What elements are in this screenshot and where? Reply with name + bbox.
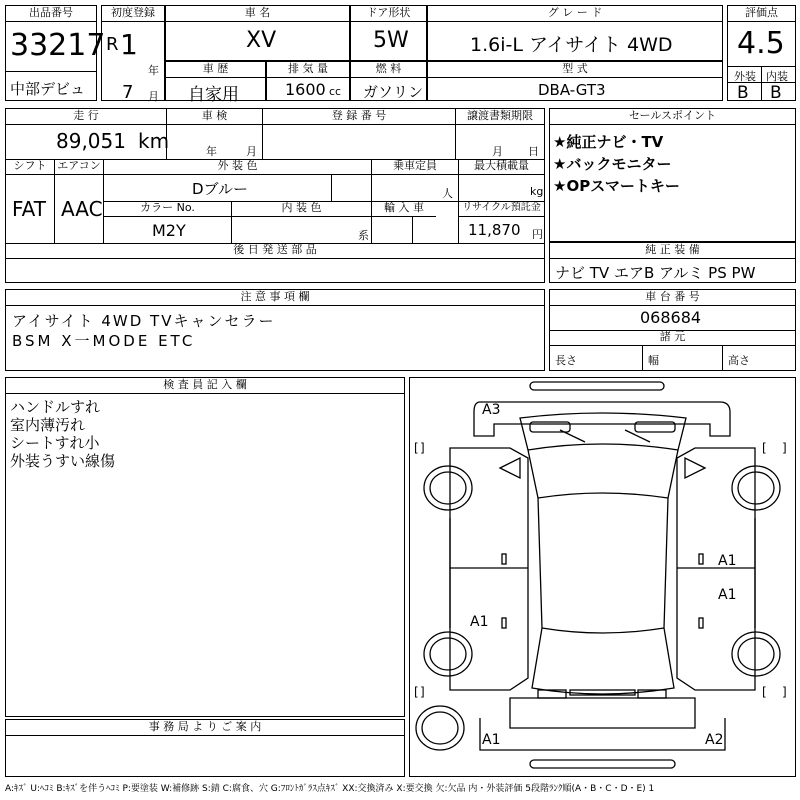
door-type: 5W [373,28,409,53]
sales-point-item: ★純正ナビ・TV [553,133,664,151]
displacement-box [266,61,350,101]
lot-number-box [5,5,106,101]
equipment: ナビ TV エアB アルミ PS PW [555,264,756,282]
sales-point-item: ★バックモニター [553,155,672,173]
car-diagram-box [409,377,796,777]
door-label: ドア形状 [351,6,426,22]
svg-text:[: [ [414,685,419,699]
ac-label: エアコン [55,159,103,175]
svg-text:]: ] [782,685,787,699]
registration-year: 1 [120,28,138,61]
inspector-line: 外装うすい線傷 [10,452,116,470]
vehicle-info-box [5,108,545,283]
ext-label: 外装 [734,70,756,83]
model-box [427,61,723,101]
width-label: 幅 [648,354,659,367]
door-box [350,5,427,61]
first-registration-box [101,5,165,101]
transfer-month: 月 [492,145,503,158]
damage-mark: A1 [718,587,737,603]
transfer-label: 譲渡書類期限 [456,109,544,125]
recycle-fee: 11,870 [468,221,521,239]
person-unit: 人 [442,187,453,200]
score-label: 評価点 [728,6,795,22]
recycle-label: リサイクル預託金 [459,201,544,217]
history-label: 車 歴 [166,62,265,78]
ext-score: B [737,83,749,103]
sales-point-item: ★OPスマートキー [553,177,680,195]
int-score: B [770,83,782,103]
score-box [727,5,796,101]
model-label: 型 式 [428,62,722,78]
ext-color-label: 外 装 色 [104,159,371,175]
inspector-line: 室内薄汚れ [10,416,86,434]
equipment-label: 純 正 装 備 [550,243,795,259]
model: DBA-GT3 [538,81,606,99]
import-label: 輸 入 車 [372,201,436,217]
legend: A:ｷｽﾞ U:ﾍｺﾐ B:ｷｽﾞを伴うﾍｺﾐ P:要塗装 W:補修跡 S:錆 C:腐食、穴 G:ﾌﾛﾝﾄｶﾞﾗｽ点ｷｽﾞ XX:交換済み X:要交換 欠:欠品 内・外装評価 5段階ﾗﾝｸ順(A・B・C・D・E) 1 [5,784,655,794]
svg-text:]: ] [420,441,425,455]
era: R [106,34,119,55]
yen-unit: 円 [532,228,543,241]
month-unit: 月 [148,90,159,103]
load-label: 最大積載量 [459,159,544,175]
history: 自家用 [188,85,239,105]
cc-unit: cc [329,85,342,98]
color-no: M2Y [152,221,186,240]
car-diagram [410,378,795,776]
capacity-label: 乗車定員 [372,159,458,175]
grade: 1.6i-L アイサイト 4WD [470,34,673,56]
inspection-label: 車 検 [167,109,262,125]
inspector-label: 検 査 員 記 入 欄 [6,378,404,394]
history-box [165,61,266,105]
kei-unit: 系 [358,229,369,242]
chassis-number: 068684 [640,308,702,327]
chassis-box [549,289,796,371]
damage-mark: A2 [705,732,724,748]
mileage-label: 走 行 [6,109,166,125]
km-unit: km [138,129,170,153]
shift-label: シフト [6,159,54,175]
grade-box [427,5,723,61]
inspector-line: ハンドルすれ [10,398,101,416]
car-name-box [165,5,350,61]
shift: FAT [12,197,47,221]
notes-label: 注 意 事 項 欄 [6,290,544,306]
svg-text:[: [ [762,685,767,699]
first-registration-label: 初度登録 [102,6,164,22]
dims-label: 諸 元 [550,330,795,346]
damage-mark: A1 [718,553,737,569]
notes-line-1: アイサイト 4WD TVキャンセラー [12,312,276,330]
svg-text:]: ] [782,441,787,455]
displacement-label: 排 気 量 [267,62,349,78]
mileage: 89,051 [56,129,126,153]
notes-box [5,289,545,371]
fuel: ガソリン [363,83,424,101]
office-label: 事 務 局 よ り ご 案 内 [6,720,404,736]
inspection-year-unit: 年 [206,145,217,158]
damage-mark: A3 [482,402,501,418]
sales-points-label: セールスポイント [550,109,795,125]
damage-mark: A1 [482,732,501,748]
lot-number-label: 出品番号 [6,6,96,22]
chassis-label: 車 台 番 号 [550,290,795,306]
later-parts-label: 後 日 発 送 部 品 [6,243,544,259]
damage-mark: A1 [470,614,489,630]
reg-no-label: 登 録 番 号 [263,109,455,125]
car-name: XV [246,28,277,53]
fuel-box [350,61,427,101]
int-color-label: 内 装 色 [232,201,371,217]
displacement: 1600 [285,80,326,99]
color-no-label: カラー No. [104,201,231,217]
svg-text:[: [ [414,441,419,455]
height-label: 高さ [728,354,750,367]
equipment-box [549,242,796,283]
inspector-line: シートすれ小 [10,434,100,452]
svg-text:]: ] [420,685,425,699]
fuel-label: 燃 料 [351,62,426,78]
debut-label: 中部デビュ [10,80,86,98]
office-box [5,719,405,777]
int-label: 内装 [766,70,788,83]
car-name-label: 車 名 [166,6,349,22]
kg-unit: kg [530,185,544,198]
lot-number: 33217 [10,28,106,63]
grade-label: グ レ ー ド [428,6,722,22]
inspector-box [5,377,405,717]
registration-month: 7 [122,82,134,103]
svg-text:[: [ [762,441,767,455]
sales-points-box [549,108,796,242]
ext-color: Dブルー [192,180,248,198]
transfer-day: 日 [528,145,539,158]
score: 4.5 [737,26,785,61]
ac: AAC [61,197,103,221]
year-unit: 年 [148,64,159,77]
length-label: 長さ [555,354,577,367]
inspection-month-unit: 月 [246,145,257,158]
notes-line-2: BSM X一MODE ETC [12,332,196,350]
